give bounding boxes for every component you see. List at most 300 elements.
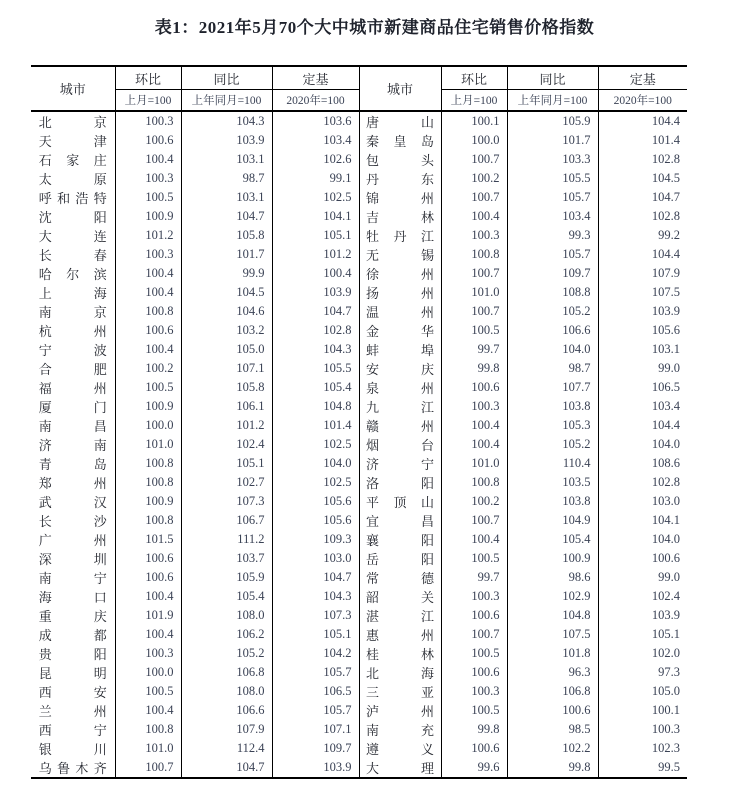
mom-cell: 100.4: [441, 207, 507, 226]
city-cell: [31, 378, 115, 397]
mom-cell: 99.7: [441, 568, 507, 587]
fixed-base-cell: 103.0: [598, 492, 687, 511]
subheader-mom-left: 上月=100: [115, 90, 181, 112]
mom-cell: 100.4: [115, 625, 181, 644]
yoy-cell: 102.4: [181, 435, 272, 454]
city-name: 郑州: [38, 476, 107, 491]
yoy-cell: 102.2: [507, 739, 598, 758]
fixed-base-cell: 109.7: [272, 739, 359, 758]
city-name: 岳阳: [366, 552, 434, 567]
city-name: 泸州: [366, 704, 434, 719]
city-name: 三亚: [366, 685, 434, 700]
fixed-base-cell: 100.1: [598, 701, 687, 720]
city-cell: [359, 606, 441, 625]
table-row: [31, 739, 687, 758]
yoy-cell: 101.7: [181, 245, 272, 264]
fixed-base-cell: 106.5: [598, 378, 687, 397]
city-name: 泉州: [366, 381, 434, 396]
yoy-cell: 99.8: [507, 758, 598, 778]
yoy-cell: 103.7: [181, 549, 272, 568]
fixed-base-cell: 105.1: [598, 625, 687, 644]
yoy-cell: 101.8: [507, 644, 598, 663]
table-row: [31, 188, 687, 207]
mom-cell: 100.7: [441, 150, 507, 169]
city-cell: [359, 663, 441, 682]
fixed-base-cell: 102.8: [272, 321, 359, 340]
fixed-base-cell: 103.0: [272, 549, 359, 568]
yoy-cell: 103.8: [507, 397, 598, 416]
city-name: 九江: [366, 400, 434, 415]
yoy-cell: 96.3: [507, 663, 598, 682]
city-cell: [31, 321, 115, 340]
city-cell: [31, 663, 115, 682]
fixed-base-cell: 103.9: [598, 302, 687, 321]
fixed-base-cell: 104.7: [272, 302, 359, 321]
city-cell: [359, 549, 441, 568]
fixed-base-cell: 102.3: [598, 739, 687, 758]
city-name: 烟台: [366, 438, 434, 453]
mom-cell: 100.7: [441, 188, 507, 207]
table-row: [31, 530, 687, 549]
yoy-cell: 99.3: [507, 226, 598, 245]
mom-cell: 100.8: [115, 473, 181, 492]
yoy-cell: 101.2: [181, 416, 272, 435]
city-name: 洛阳: [366, 476, 434, 491]
yoy-cell: 108.0: [181, 682, 272, 701]
mom-cell: 100.7: [115, 758, 181, 778]
fixed-base-cell: 107.9: [598, 264, 687, 283]
city-cell: [31, 283, 115, 302]
mom-cell: 100.1: [441, 111, 507, 131]
city-name: 沈阳: [38, 210, 107, 225]
mom-cell: 100.3: [115, 169, 181, 188]
city-cell: [359, 435, 441, 454]
city-cell: [359, 644, 441, 663]
city-cell: [31, 720, 115, 739]
fixed-base-cell: 105.7: [272, 701, 359, 720]
mom-cell: 100.4: [441, 530, 507, 549]
city-cell: [359, 245, 441, 264]
mom-cell: 100.5: [441, 549, 507, 568]
mom-cell: 101.9: [115, 606, 181, 625]
table-row: [31, 416, 687, 435]
city-cell: [31, 416, 115, 435]
fixed-base-cell: 99.1: [272, 169, 359, 188]
city-cell: [31, 549, 115, 568]
fixed-base-cell: 104.4: [598, 111, 687, 131]
table-header: [31, 66, 687, 111]
city-cell: [359, 131, 441, 150]
city-cell: [31, 245, 115, 264]
city-name: 大连: [38, 229, 107, 244]
city-name: 南宁: [38, 571, 107, 586]
fixed-base-cell: 105.6: [598, 321, 687, 340]
fixed-base-cell: 104.4: [598, 416, 687, 435]
city-name: 长春: [38, 248, 107, 263]
city-name: 大理: [366, 761, 434, 776]
yoy-cell: 106.1: [181, 397, 272, 416]
fixed-base-cell: 100.4: [272, 264, 359, 283]
yoy-cell: 103.3: [507, 150, 598, 169]
mom-cell: 100.4: [115, 150, 181, 169]
table-row: [31, 169, 687, 188]
yoy-cell: 105.2: [507, 302, 598, 321]
city-name: 宁波: [38, 343, 107, 358]
mom-cell: 100.9: [115, 492, 181, 511]
city-name: 丹东: [366, 172, 434, 187]
city-cell: [359, 416, 441, 435]
fixed-base-cell: 99.5: [598, 758, 687, 778]
yoy-cell: 107.9: [181, 720, 272, 739]
table-row: [31, 644, 687, 663]
mom-cell: 99.8: [441, 720, 507, 739]
mom-cell: 100.3: [441, 587, 507, 606]
mom-cell: 100.4: [115, 701, 181, 720]
city-name: 无锡: [366, 248, 434, 263]
mom-cell: 100.6: [441, 606, 507, 625]
city-name: 常德: [366, 571, 434, 586]
fixed-base-cell: 103.9: [272, 283, 359, 302]
fixed-base-cell: 99.2: [598, 226, 687, 245]
mom-cell: 100.5: [115, 378, 181, 397]
page-title: 表1：2021年5月70个大中城市新建商品住宅销售价格指数: [154, 18, 595, 37]
table-row: [31, 568, 687, 587]
yoy-cell: 107.5: [507, 625, 598, 644]
header-mom-left: 环比: [115, 66, 181, 90]
table-row: [31, 321, 687, 340]
yoy-cell: 105.8: [181, 226, 272, 245]
yoy-cell: 103.5: [507, 473, 598, 492]
yoy-cell: 106.8: [181, 663, 272, 682]
yoy-cell: 106.7: [181, 511, 272, 530]
city-cell: [31, 226, 115, 245]
city-name: 呼和浩特: [38, 191, 107, 206]
mom-cell: 100.5: [115, 188, 181, 207]
yoy-cell: 104.5: [181, 283, 272, 302]
city-cell: [31, 131, 115, 150]
city-cell: [359, 226, 441, 245]
fixed-base-cell: 109.3: [272, 530, 359, 549]
mom-cell: 100.0: [115, 663, 181, 682]
table-row: [31, 340, 687, 359]
yoy-cell: 104.0: [507, 340, 598, 359]
city-cell: [359, 473, 441, 492]
fixed-base-cell: 102.5: [272, 473, 359, 492]
city-name: 海口: [38, 590, 107, 605]
yoy-cell: 102.9: [507, 587, 598, 606]
city-name: 杭州: [38, 324, 107, 339]
mom-cell: 100.4: [441, 435, 507, 454]
mom-cell: 100.7: [441, 625, 507, 644]
mom-cell: 100.8: [115, 454, 181, 473]
mom-cell: 99.6: [441, 758, 507, 778]
yoy-cell: 104.8: [507, 606, 598, 625]
city-name: 济南: [38, 438, 107, 453]
city-name: 吉林: [366, 210, 434, 225]
yoy-cell: 107.3: [181, 492, 272, 511]
mom-cell: 99.8: [441, 359, 507, 378]
yoy-cell: 99.9: [181, 264, 272, 283]
city-cell: [359, 340, 441, 359]
subheader-yoy-right: 上年同月=100: [507, 90, 598, 112]
city-cell: [31, 606, 115, 625]
mom-cell: 100.3: [115, 111, 181, 131]
fixed-base-cell: 102.5: [272, 188, 359, 207]
city-cell: [359, 169, 441, 188]
fixed-base-cell: 106.5: [272, 682, 359, 701]
table-row: [31, 606, 687, 625]
fixed-base-cell: 101.4: [598, 131, 687, 150]
city-cell: [359, 378, 441, 397]
yoy-cell: 103.8: [507, 492, 598, 511]
fixed-base-cell: 100.6: [598, 549, 687, 568]
yoy-cell: 101.7: [507, 131, 598, 150]
yoy-cell: 103.9: [181, 131, 272, 150]
subheader-yoy-left: 上年同月=100: [181, 90, 272, 112]
fixed-base-cell: 103.1: [598, 340, 687, 359]
city-cell: [31, 701, 115, 720]
city-name: 宜昌: [366, 514, 434, 529]
mom-cell: 100.6: [441, 378, 507, 397]
mom-cell: 100.5: [441, 644, 507, 663]
yoy-cell: 103.2: [181, 321, 272, 340]
city-cell: [359, 758, 441, 778]
city-name: 广州: [38, 533, 107, 548]
city-name: 遵义: [366, 742, 434, 757]
city-cell: [31, 644, 115, 663]
city-name: 牡丹江: [366, 229, 434, 244]
city-cell: [359, 111, 441, 131]
yoy-cell: 105.1: [181, 454, 272, 473]
yoy-cell: 104.7: [181, 207, 272, 226]
mom-cell: 100.8: [115, 720, 181, 739]
table-row: [31, 663, 687, 682]
fixed-base-cell: 104.3: [272, 340, 359, 359]
mom-cell: 100.0: [441, 131, 507, 150]
city-name: 成都: [38, 628, 107, 643]
city-name: 温州: [366, 305, 434, 320]
yoy-cell: 105.9: [507, 111, 598, 131]
table-row: [31, 701, 687, 720]
city-cell: [31, 454, 115, 473]
city-cell: [359, 302, 441, 321]
fixed-base-cell: 104.1: [272, 207, 359, 226]
city-cell: [359, 454, 441, 473]
fixed-base-cell: 105.4: [272, 378, 359, 397]
city-cell: [359, 587, 441, 606]
subheader-mom-right: 上月=100: [441, 90, 507, 112]
city-name: 韶关: [366, 590, 434, 605]
city-name: 石家庄: [38, 153, 107, 168]
city-name: 蚌埠: [366, 343, 434, 358]
city-name: 青岛: [38, 457, 107, 472]
city-cell: [31, 568, 115, 587]
city-name: 深圳: [38, 552, 107, 567]
yoy-cell: 100.9: [507, 549, 598, 568]
city-cell: [359, 264, 441, 283]
yoy-cell: 105.9: [181, 568, 272, 587]
city-name: 惠州: [366, 628, 434, 643]
city-name: 安庆: [366, 362, 434, 377]
yoy-cell: 107.1: [181, 359, 272, 378]
mom-cell: 100.7: [441, 302, 507, 321]
yoy-cell: 104.3: [181, 111, 272, 131]
header-city-right: 城市: [359, 66, 441, 111]
city-cell: [359, 150, 441, 169]
yoy-cell: 106.2: [181, 625, 272, 644]
fixed-base-cell: 99.0: [598, 568, 687, 587]
mom-cell: 100.6: [441, 739, 507, 758]
mom-cell: 100.3: [441, 682, 507, 701]
mom-cell: 101.0: [441, 454, 507, 473]
mom-cell: 100.5: [115, 682, 181, 701]
mom-cell: 100.8: [441, 245, 507, 264]
fixed-base-cell: 103.6: [272, 111, 359, 131]
mom-cell: 100.3: [115, 245, 181, 264]
mom-cell: 100.6: [115, 568, 181, 587]
mom-cell: 101.5: [115, 530, 181, 549]
yoy-cell: 105.3: [507, 416, 598, 435]
city-name: 乌鲁木齐: [38, 761, 107, 776]
city-cell: [31, 473, 115, 492]
fixed-base-cell: 104.5: [598, 169, 687, 188]
city-name: 金华: [366, 324, 434, 339]
yoy-cell: 105.4: [181, 587, 272, 606]
fixed-base-cell: 105.5: [272, 359, 359, 378]
mom-cell: 101.0: [115, 435, 181, 454]
city-name: 昆明: [38, 666, 107, 681]
city-cell: [31, 397, 115, 416]
yoy-cell: 108.8: [507, 283, 598, 302]
city-cell: [31, 530, 115, 549]
fixed-base-cell: 102.0: [598, 644, 687, 663]
table-row: [31, 549, 687, 568]
table-row: [31, 207, 687, 226]
mom-cell: 100.0: [115, 416, 181, 435]
city-cell: [31, 587, 115, 606]
mom-cell: 100.9: [115, 207, 181, 226]
fixed-base-cell: 104.7: [598, 188, 687, 207]
table-row: [31, 511, 687, 530]
city-cell: [359, 701, 441, 720]
fixed-base-cell: 103.9: [598, 606, 687, 625]
city-cell: [31, 359, 115, 378]
yoy-cell: 100.6: [507, 701, 598, 720]
mom-cell: 100.4: [115, 264, 181, 283]
fixed-base-cell: 108.6: [598, 454, 687, 473]
city-name: 北京: [38, 115, 107, 130]
mom-cell: 100.3: [115, 644, 181, 663]
header-yoy-right: 同比: [507, 66, 598, 90]
fixed-base-cell: 107.5: [598, 283, 687, 302]
city-cell: [31, 492, 115, 511]
yoy-cell: 105.8: [181, 378, 272, 397]
fixed-base-cell: 102.5: [272, 435, 359, 454]
fixed-base-cell: 105.6: [272, 511, 359, 530]
city-name: 西宁: [38, 723, 107, 738]
fixed-base-cell: 97.3: [598, 663, 687, 682]
table-row: [31, 378, 687, 397]
mom-cell: 100.6: [441, 663, 507, 682]
city-cell: [359, 625, 441, 644]
yoy-cell: 107.7: [507, 378, 598, 397]
city-cell: [31, 739, 115, 758]
city-cell: [31, 758, 115, 778]
mom-cell: 100.7: [441, 264, 507, 283]
city-cell: [31, 264, 115, 283]
mom-cell: 100.2: [441, 492, 507, 511]
city-cell: [359, 207, 441, 226]
mom-cell: 100.8: [441, 473, 507, 492]
yoy-cell: 103.1: [181, 150, 272, 169]
mom-cell: 100.6: [115, 321, 181, 340]
fixed-base-cell: 107.3: [272, 606, 359, 625]
table-row: [31, 397, 687, 416]
yoy-cell: 102.7: [181, 473, 272, 492]
yoy-cell: 110.4: [507, 454, 598, 473]
fixed-base-cell: 100.3: [598, 720, 687, 739]
mom-cell: 100.9: [115, 397, 181, 416]
header-yoy-left: 同比: [181, 66, 272, 90]
yoy-cell: 111.2: [181, 530, 272, 549]
fixed-base-cell: 104.1: [598, 511, 687, 530]
fixed-base-cell: 107.1: [272, 720, 359, 739]
yoy-cell: 109.7: [507, 264, 598, 283]
fixed-base-cell: 105.1: [272, 625, 359, 644]
fixed-base-cell: 103.4: [272, 131, 359, 150]
fixed-base-cell: 99.0: [598, 359, 687, 378]
table-row: [31, 720, 687, 739]
city-cell: [359, 492, 441, 511]
city-name: 合肥: [38, 362, 107, 377]
mom-cell: 100.2: [115, 359, 181, 378]
city-name: 重庆: [38, 609, 107, 624]
city-name: 北海: [366, 666, 434, 681]
city-cell: [31, 435, 115, 454]
table-row: [31, 131, 687, 150]
mom-cell: 100.4: [441, 416, 507, 435]
city-cell: [31, 625, 115, 644]
city-cell: [31, 111, 115, 131]
mom-cell: 100.7: [441, 511, 507, 530]
fixed-base-cell: 105.7: [272, 663, 359, 682]
fixed-base-cell: 101.2: [272, 245, 359, 264]
city-cell: [31, 682, 115, 701]
city-cell: [31, 340, 115, 359]
city-name: 兰州: [38, 704, 107, 719]
fixed-base-cell: 102.8: [598, 207, 687, 226]
city-cell: [359, 739, 441, 758]
city-name: 厦门: [38, 400, 107, 415]
table-row: [31, 435, 687, 454]
city-name: 南京: [38, 305, 107, 320]
yoy-cell: 108.0: [181, 606, 272, 625]
city-name: 桂林: [366, 647, 434, 662]
yoy-cell: 104.7: [181, 758, 272, 778]
fixed-base-cell: 105.1: [272, 226, 359, 245]
table-row: [31, 587, 687, 606]
city-name: 西安: [38, 685, 107, 700]
city-name: 上海: [38, 286, 107, 301]
city-name: 襄阳: [366, 533, 434, 548]
city-name: 扬州: [366, 286, 434, 301]
table-row: [31, 682, 687, 701]
city-name: 徐州: [366, 267, 434, 282]
table-row: [31, 359, 687, 378]
city-name: 银川: [38, 742, 107, 757]
city-name: 贵阳: [38, 647, 107, 662]
yoy-cell: 105.4: [507, 530, 598, 549]
